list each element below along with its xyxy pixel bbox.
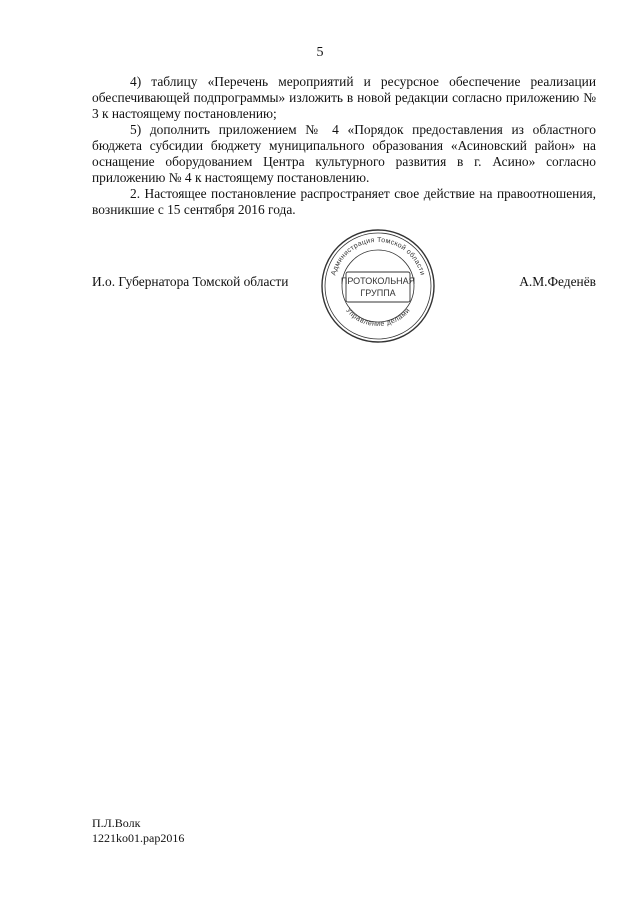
signatory-name: А.М.Феденёв xyxy=(519,274,596,289)
paragraph-2: 2. Настоящее постановление распространяет свое действие на правоотношения, возникшие с 15 сентября 2016 года. xyxy=(92,186,596,217)
stamp-ring-bottom-text: Управление делами xyxy=(344,307,412,329)
svg-text:Администрация Томской области xyxy=(330,237,425,276)
document-code: 1221ko01.pap2016 xyxy=(92,831,185,845)
signatory-title: И.о. Губернатора Томской области xyxy=(92,274,289,289)
official-stamp xyxy=(318,226,438,346)
document-footer xyxy=(92,816,184,846)
stamp-center-line1: ПРОТОКОЛЬНАЯ xyxy=(340,276,416,286)
paragraph-item-5: 5) дополнить приложением № 4 «Порядок предоставления из областного бюджета субсидии бюджету муниципального образования «Асиновский район» на оснащение оборудованием Центра культурного развития в г. Асино» согласно приложению № 4 к настоящему постановлению. xyxy=(92,122,596,185)
stamp-ring-top-text: Администрация Томской области xyxy=(330,236,426,277)
stamp-center-line2: ГРУППА xyxy=(360,288,396,298)
svg-text:Управление делами xyxy=(344,307,412,328)
page-number: 5 xyxy=(316,45,324,60)
document-body xyxy=(92,74,596,218)
author-initials: П.Л.Волк xyxy=(92,816,141,830)
paragraph-item-4: 4) таблицу «Перечень мероприятий и ресурсное обеспечение реализации обеспечивающей подпрограммы» изложить в новой редакции согласно приложению № 3 к настоящему постановлению; xyxy=(92,74,596,121)
